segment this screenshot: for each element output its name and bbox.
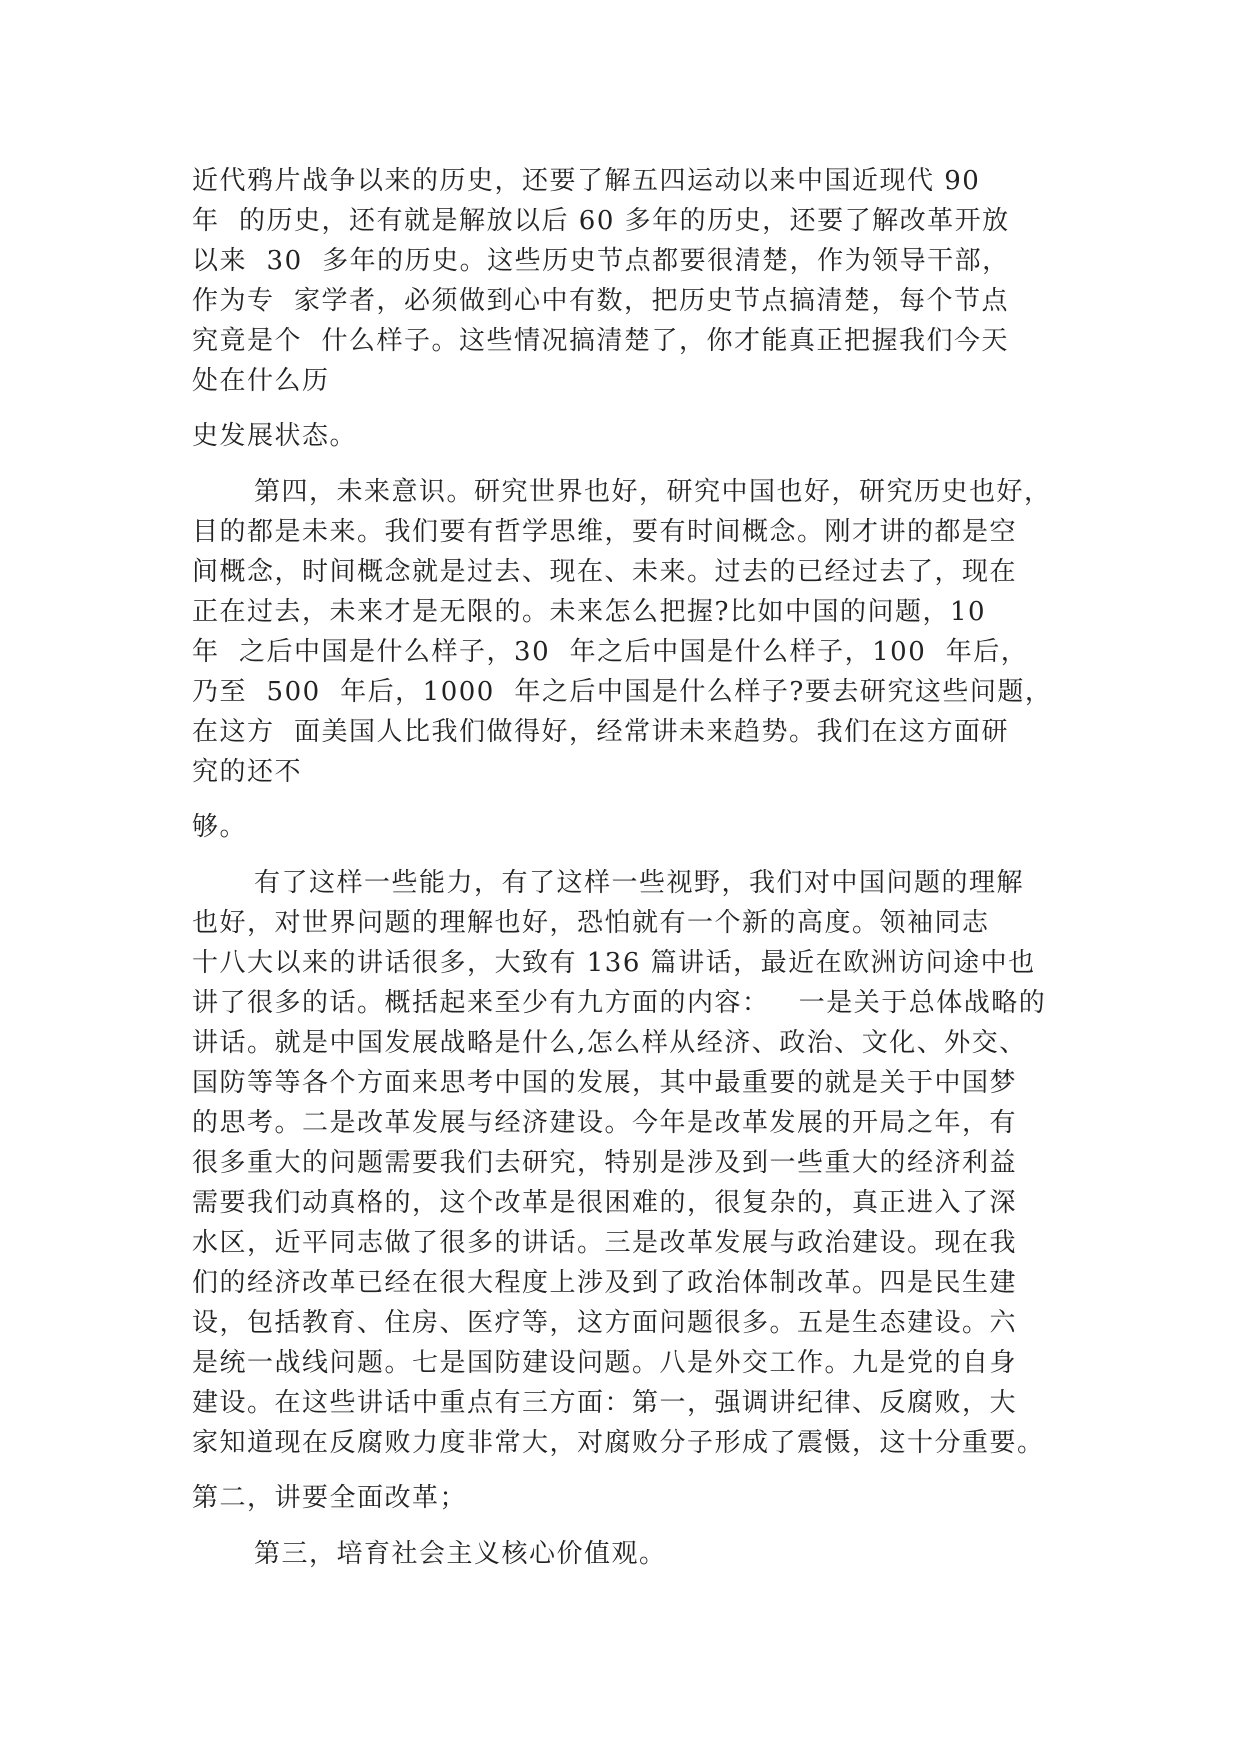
text-line: 史发展状态。 (192, 421, 358, 451)
text-line: 第四，未来意识。研究世界也好，研究中国也好，研究历史也好， (254, 477, 1052, 507)
text-line: 究的还不 (192, 757, 303, 787)
text-line: 够。 (192, 812, 248, 842)
text-line: 讲话。就是中国发展战略是什么,怎么样从经济、政治、文化、外交、 (192, 1028, 1027, 1058)
text-line: 在这方 面美国人比我们做得好，经常讲未来趋势。我们在这方面研 (192, 717, 1010, 747)
text-line: 有了这样一些能力，有了这样一些视野，我们对中国问题的理解 (254, 868, 1025, 898)
text-line: 设，包括教育、住房、医疗等，这方面问题很多。五是生态建设。六 (192, 1308, 1018, 1338)
text-line: 目的都是未来。我们要有哲学思维，要有时间概念。刚才讲的都是空 (192, 517, 1018, 547)
text-line: 究竟是个 什么样子。这些情况搞清楚了，你才能真正把握我们今天 (192, 326, 1010, 356)
text-line: 是统一战线问题。七是国防建设问题。八是外交工作。九是党的自身 (192, 1348, 1018, 1378)
text-line: 的思考。二是改革发展与经济建设。今年是改革发展的开局之年，有 (192, 1108, 1018, 1138)
text-line: 很多重大的问题需要我们去研究，特别是涉及到一些重大的经济利益 (192, 1148, 1018, 1178)
text-line: 也好，对世界问题的理解也好，恐怕就有一个新的高度。领袖同志 (192, 908, 990, 938)
text-line: 需要我们动真格的，这个改革是很困难的，很复杂的，真正进入了深 (192, 1188, 1018, 1218)
text-line: 处在什么历 (192, 366, 330, 396)
text-line: 乃至 500 年后，1000 年之后中国是什么样子?要去研究这些问题， (192, 677, 1053, 707)
text-line: 正在过去，未来才是无限的。未来怎么把握?比如中国的问题，10 (192, 597, 987, 627)
text-line: 建设。在这些讲话中重点有三方面：第一，强调讲纪律、反腐败，大 (192, 1388, 1018, 1418)
text-line: 年 的历史，还有就是解放以后 60 多年的历史，还要了解改革开放 (192, 206, 1010, 236)
text-line: 讲了很多的话。概括起来至少有九方面的内容： 一是关于总体战略的 (192, 988, 1047, 1018)
text-line: 家知道现在反腐败力度非常大，对腐败分子形成了震慑，这十分重要。 (192, 1428, 1045, 1458)
text-line: 以来 30 多年的历史。这些历史节点都要很清楚，作为领导干部， (192, 246, 1010, 276)
text-line: 们的经济改革已经在很大程度上涉及到了政治体制改革。四是民生建 (192, 1268, 1018, 1298)
text-line: 近代鸦片战争以来的历史，还要了解五四运动以来中国近现代 90 (192, 166, 981, 196)
text-line: 间概念，时间概念就是过去、现在、未来。过去的已经过去了，现在 (192, 557, 1018, 587)
text-line: 国防等等各个方面来思考中国的发展，其中最重要的就是关于中国梦 (192, 1068, 1018, 1098)
text-line: 第二，讲要全面改革； (192, 1483, 468, 1513)
text-line: 第三，培育社会主义核心价值观。 (254, 1539, 667, 1569)
text-line: 作为专 家学者，必须做到心中有数，把历史节点搞清楚，每个节点 (192, 286, 1010, 316)
text-line: 水区，近平同志做了很多的讲话。三是改革发展与政治建设。现在我 (192, 1228, 1018, 1258)
text-line: 年 之后中国是什么样子，30 年之后中国是什么样子，100 年后， (192, 637, 1029, 667)
text-line: 十八大以来的讲话很多，大致有 136 篇讲话，最近在欧洲访问途中也 (192, 948, 1036, 978)
